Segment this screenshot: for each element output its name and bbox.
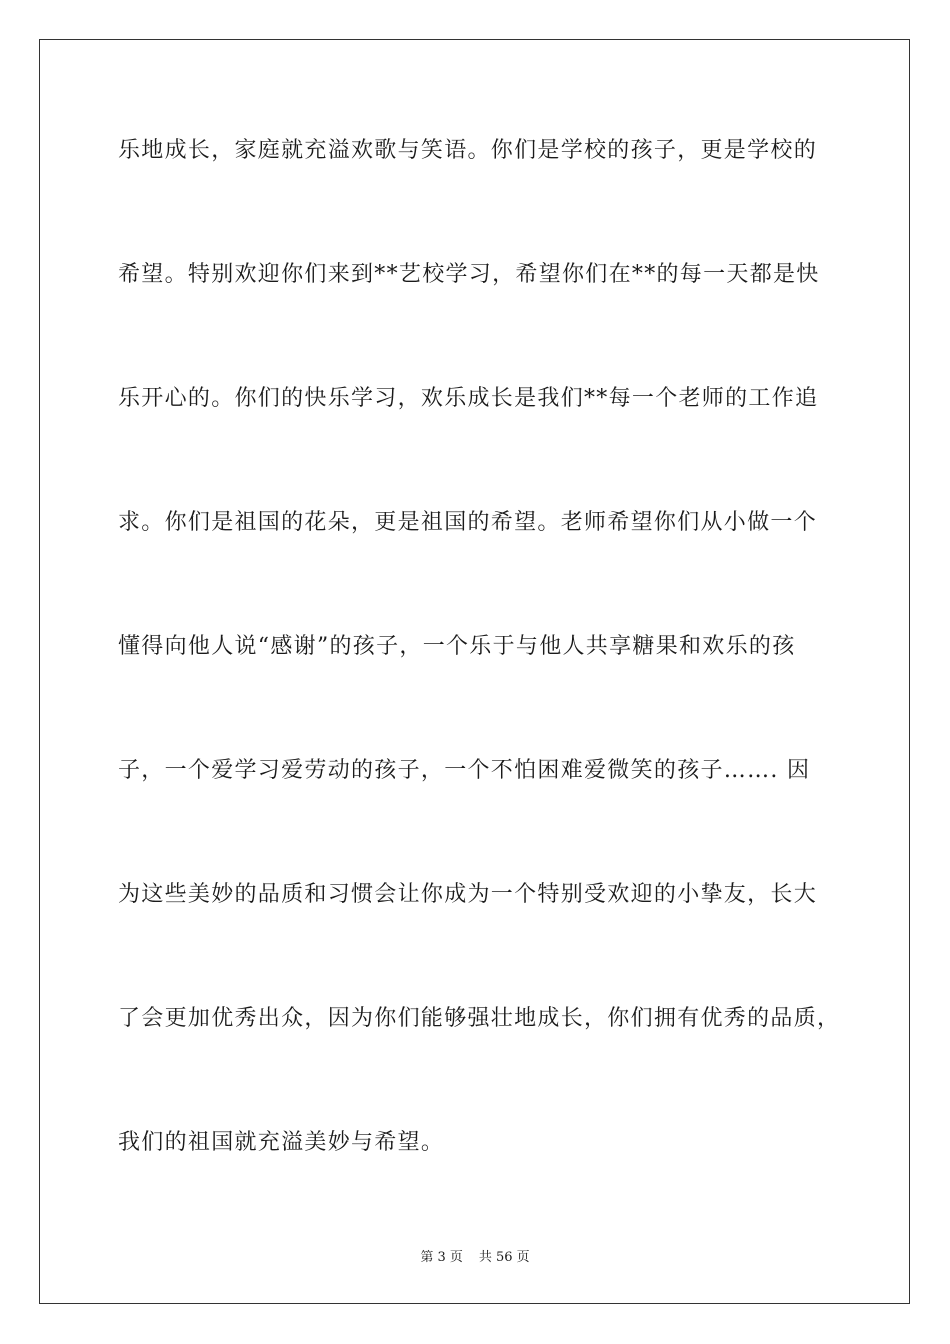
text-line: 子，一个爱学习爱劳动的孩子，一个不怕困难爱微笑的孩子……. 因 — [118, 758, 811, 783]
text-line: 希望。特别欢迎你们来到**艺校学习，希望你们在**的每一天都是快 — [118, 262, 820, 287]
page-footer — [0, 1250, 950, 1266]
text-line: 乐开心的。你们的快乐学习，欢乐成长是我们**每一个老师的工作追 — [118, 386, 819, 411]
text-line: 了会更加优秀出众，因为你们能够强壮地成长，你们拥有优秀的品质， — [118, 1006, 841, 1031]
text-line: 乐地成长，家庭就充溢欢歌与笑语。你们是学校的孩子，更是学校的 — [118, 138, 818, 163]
text-line: 求。你们是祖国的花朵，更是祖国的希望。老师希望你们从小做一个 — [118, 510, 818, 535]
text-line: 我们的祖国就充溢美妙与希望。 — [118, 1130, 445, 1155]
text-line: 为这些美妙的品质和习惯会让你成为一个特别受欢迎的小挚友，长大 — [118, 882, 818, 907]
page-number: 第 3 页 — [420, 1250, 463, 1265]
page-total: 共 56 页 — [478, 1250, 530, 1265]
page-border — [39, 39, 910, 1304]
text-line: 懂得向他人说“感谢”的孩子，一个乐于与他人共享糖果和欢乐的孩 — [118, 634, 796, 659]
